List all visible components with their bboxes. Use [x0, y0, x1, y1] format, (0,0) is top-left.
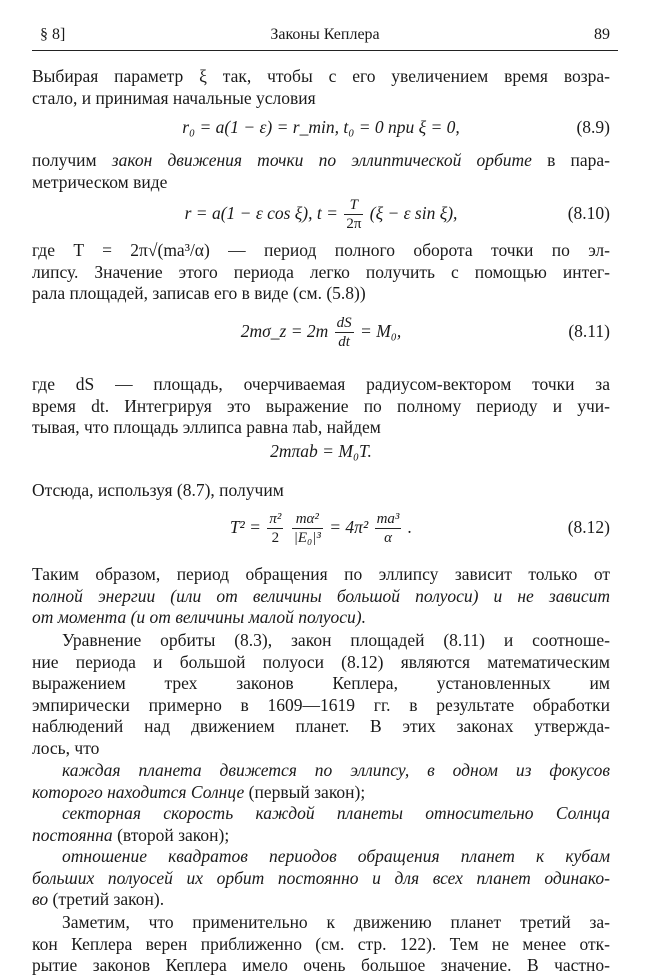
- text-line: наблюдений над движением планет. В этих законах утвержда-: [32, 716, 610, 736]
- law-text: во: [32, 889, 49, 909]
- equation-part: .: [407, 517, 413, 537]
- fraction: [292, 510, 323, 547]
- law-3-line: [32, 889, 610, 911]
- text-line: выражением трех законов Кеплера, установленных им: [32, 673, 610, 693]
- equation-part: = 4π²: [329, 517, 369, 537]
- section-marker: § 8]: [40, 26, 66, 43]
- numerator: dS: [336, 315, 352, 332]
- fraction: [335, 314, 354, 351]
- equation-body: [32, 504, 610, 550]
- equation-part: r = a(1 − ε cos ξ), t =: [184, 203, 338, 223]
- paragraph-8: [32, 912, 610, 977]
- running-header: [40, 26, 610, 48]
- equation-part: 2mσ_z = 2m: [240, 321, 329, 341]
- text-line: кон Кеплера верен приближенно (см. стр. 122). Тем не менее отк-: [32, 933, 610, 954]
- equation-body: [32, 190, 610, 236]
- fraction: [375, 510, 402, 547]
- text-line: [32, 150, 610, 172]
- text-line: липсу. Значение этого периода легко получить с помощью интег-: [32, 261, 610, 282]
- equation-part: T² =: [229, 517, 261, 537]
- text-line: лось, что: [32, 737, 100, 758]
- text-line: Уравнение орбиты (8.3), закон площадей (8.11) и соотноше-: [62, 630, 610, 650]
- italic-term: закон движения точки по эллиптической орбите: [111, 150, 532, 170]
- equation-8-11: [32, 308, 610, 354]
- text-line: тывая, что площадь эллипса равна πab, найдем: [32, 417, 381, 437]
- law-2-line: секторная скорость каждой планеты относительно Солнца: [62, 803, 610, 823]
- text-line: ние периода и большой полуоси (8.12) являются математическим: [32, 651, 610, 672]
- text-run: в пара-: [547, 150, 610, 170]
- paragraph-3: [32, 240, 610, 305]
- fraction: [344, 196, 363, 233]
- equation-number: (8.12): [567, 517, 610, 537]
- equation-body: [32, 308, 610, 354]
- paragraph-1: [32, 66, 610, 109]
- law-3-line: больших полуосей их орбит постоянно и для всех планет одинако-: [32, 867, 610, 888]
- equation-8-10: [32, 190, 610, 236]
- equation-8-12: [32, 504, 610, 550]
- text-line: эмпирически примерно в 1609—1619 гг. в результате обработки: [32, 694, 610, 715]
- kepler-laws: [32, 760, 610, 911]
- numerator: π²: [269, 511, 282, 528]
- text-line: где dS — площадь, очерчиваемая радиусом-вектором точки за: [32, 374, 610, 394]
- paragraph-6: [32, 564, 610, 629]
- text-line: Таким образом, период обращения по эллипсу зависит только от: [32, 564, 610, 584]
- denominator: 2π: [346, 216, 362, 233]
- denominator: α: [384, 530, 392, 547]
- text-line: где T = 2π√(ma³/α) — период полного оборота точки по эл-: [32, 240, 610, 260]
- running-title: Законы Кеплера: [270, 26, 380, 43]
- text-line: стало, и принимая начальные условия: [32, 87, 316, 108]
- paragraph-7: [32, 630, 610, 759]
- numerator: mα²: [292, 510, 323, 529]
- denominator: 2: [271, 530, 280, 547]
- law-3-line: отношение квадратов периодов обращения планет к кубам: [62, 846, 610, 866]
- equation-8-9: [32, 104, 610, 150]
- text-line: рала площадей, записав его в виде (см. (5.8)): [32, 283, 366, 303]
- law-text: постоянна: [32, 824, 113, 845]
- numerator: ma³: [376, 511, 400, 528]
- equation-number: (8.11): [568, 321, 610, 341]
- equation-part: (ξ − ε sin ξ),: [369, 203, 458, 223]
- page-number: 89: [594, 26, 610, 43]
- fraction: [267, 510, 283, 547]
- law-label: (третий закон).: [48, 889, 165, 909]
- equation-part: = M₀,: [360, 321, 402, 341]
- text-line: от момента (и от величины малой полуоси).: [32, 607, 366, 627]
- text-line: Отсюда, используя (8.7), получим: [32, 480, 284, 500]
- law-text: которого находится Солнце: [32, 781, 245, 802]
- equation-body: 2mπab = M₀T.: [270, 441, 372, 461]
- equation-period: [32, 428, 610, 474]
- text-line: время dt. Интегрируя это выражение по полному периоду и учи-: [32, 395, 610, 416]
- equation-body: r₀ = a(1 − ε) = r_min, t₀ = 0 при ξ = 0,: [182, 117, 460, 137]
- header-rule: [32, 50, 618, 51]
- denominator: dt: [338, 334, 350, 351]
- text-line: Заметим, что применительно к движению планет третий за-: [62, 912, 610, 932]
- law-1-line: [32, 782, 610, 804]
- law-2-line: [32, 825, 610, 847]
- text-line: полной энергии (или от величины большой полуоси) и не зависит: [32, 585, 610, 606]
- equation-number: (8.9): [576, 117, 610, 137]
- paragraph-5: [32, 480, 610, 502]
- equation-number: (8.10): [567, 203, 610, 223]
- law-1-line: каждая планета движется по эллипсу, в одном из фокусов: [62, 760, 610, 780]
- text-line: Выбирая параметр ξ так, чтобы с его увеличением время возра-: [32, 66, 610, 86]
- text-line: рытие законов Кеплера имело очень большое значение. В частно-: [32, 955, 610, 975]
- law-label: (первый закон);: [244, 781, 366, 802]
- law-label: (второй закон);: [112, 824, 230, 845]
- paragraph-2: [32, 150, 610, 193]
- text-line: метрическом виде: [32, 171, 168, 192]
- numerator: T: [344, 196, 363, 215]
- text-run: получим: [32, 150, 97, 170]
- denominator: |E₀|³: [293, 530, 321, 547]
